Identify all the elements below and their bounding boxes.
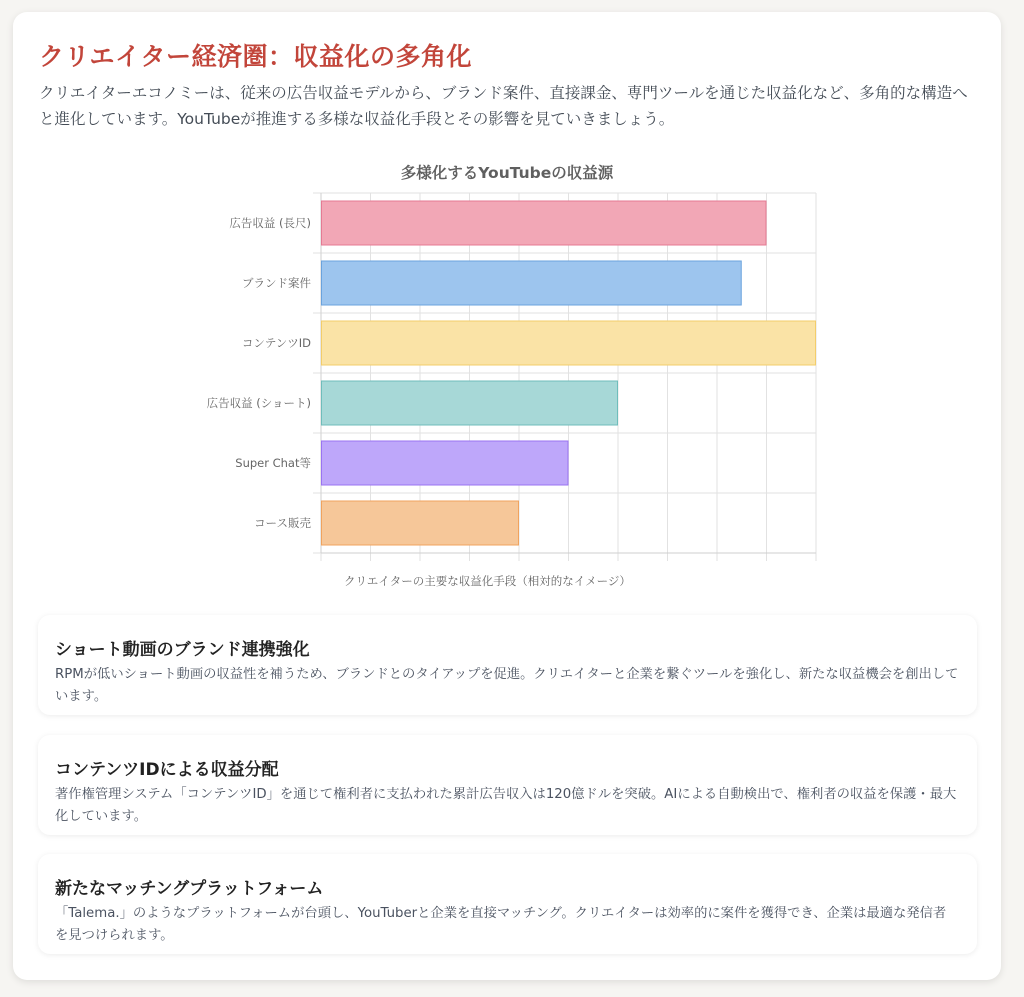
bar-2 <box>322 261 742 305</box>
category-label: ブランド案件 <box>242 276 311 290</box>
feature-title: 新たなマッチングプラットフォーム <box>55 879 324 899</box>
page-title: クリエイター経済圏：収益化の多角化 <box>39 42 473 71</box>
category-label: 広告収益 (ショート) <box>206 396 311 410</box>
category-label: 広告収益 (長尺) <box>229 216 311 230</box>
bar-1 <box>322 201 767 245</box>
feature-text: 「Talema.」のようなプラットフォームが台頭し、YouTuberと企業を直接マッチング。クリエイターは効率的に案件を獲得でき、企業は最適な発信者を見つけられます。 <box>55 906 947 943</box>
main-card <box>13 12 1001 980</box>
feature-title: コンテンツIDによる収益分配 <box>55 760 279 780</box>
feature-text: 著作権管理システム「コンテンツID」を通じて権利者に支払われた累計広告収入は120億ドルを突破。AIによる自動検出で、権利者の収益を保護・最大化しています。 <box>55 787 957 824</box>
bar-5 <box>322 441 569 485</box>
category-label: コンテンツID <box>241 336 311 350</box>
bar-3 <box>322 321 816 365</box>
category-label: コース販売 <box>254 516 311 530</box>
feature-card-shorts-brand <box>38 615 977 715</box>
chart-title: 多様化するYouTubeの収益源 <box>400 164 614 182</box>
intro-text: クリエイターエコノミーは、従来の広告収益モデルから、ブランド案件、直接課金、専門ツールを通じた収益化など、多角的な構造へと進化しています。YouTubeが推進する多様な収益化手段とその影響を見ていきましょう。 <box>39 84 968 128</box>
bar-4 <box>322 381 618 425</box>
category-label: Super Chat等 <box>235 456 311 470</box>
feature-card-matching-platform <box>38 854 977 954</box>
feature-text: RPMが低いショート動画の収益性を補うため、ブランドとのタイアップを促進。クリエイターと企業を繋ぐツールを強化し、新たな収益機会を創出しています。 <box>55 667 959 704</box>
revenue-bar-chart <box>193 188 833 588</box>
feature-title: ショート動画のブランド連携強化 <box>55 640 310 660</box>
feature-card-content-id <box>38 735 977 835</box>
chart-x-axis-label: クリエイターの主要な収益化手段（相対的なイメージ） <box>344 574 631 588</box>
bar-6 <box>322 501 519 545</box>
